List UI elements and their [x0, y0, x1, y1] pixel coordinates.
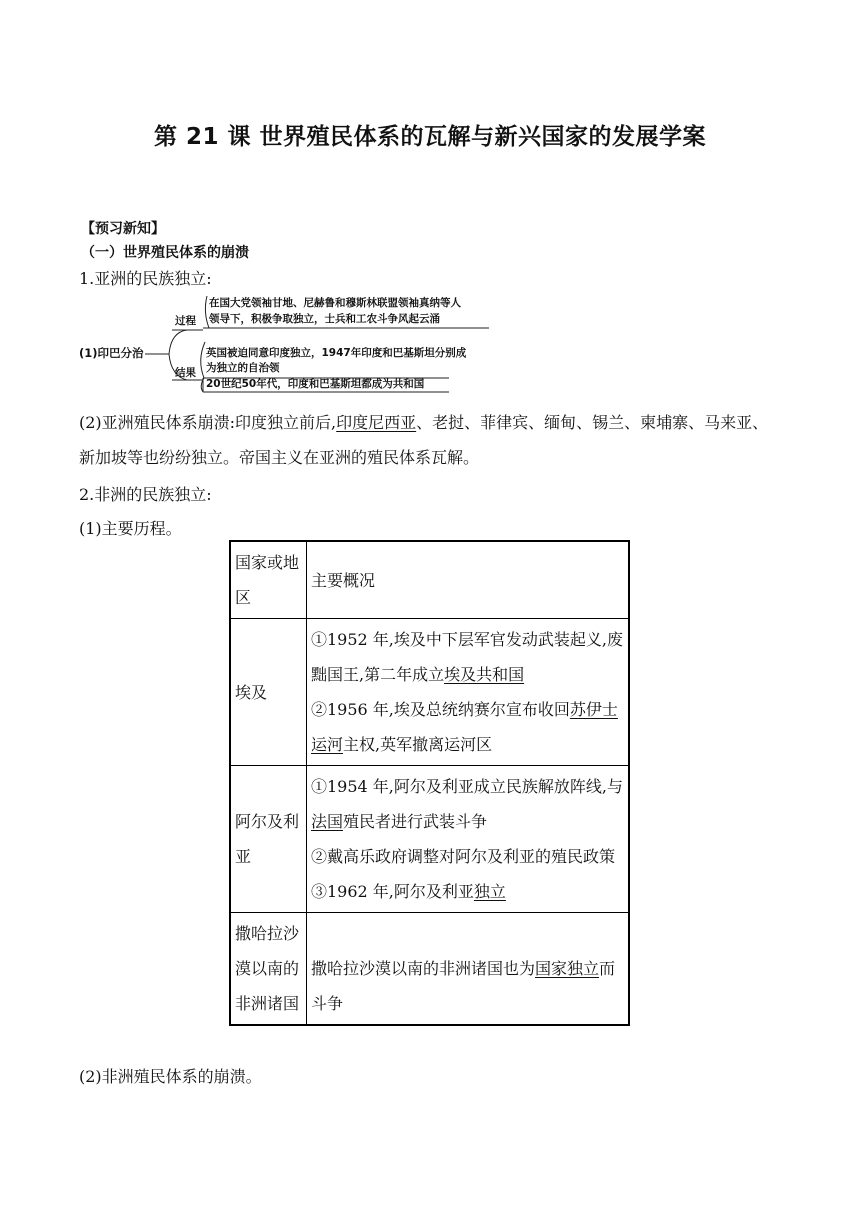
egypt-point-2: ②1956 年,埃及总统纳赛尔宣布收回	[311, 700, 570, 719]
sahara-point: 撒哈拉沙漠以南的非洲诸国也为	[311, 959, 536, 978]
table-cell-egypt-overview	[307, 619, 630, 766]
item-heading-asia: 1.亚洲的民族独立:	[79, 269, 212, 288]
egypt-point-2-end: 主权,英军撤离运河区	[343, 735, 493, 754]
table-row	[230, 541, 629, 619]
asia-text-before: (2)亚洲殖民体系崩溃:印度独立前后,	[79, 413, 337, 432]
table-row	[230, 913, 629, 1026]
algeria-answer-independence: 独立	[473, 882, 506, 901]
table-row	[230, 619, 629, 766]
table-row	[230, 766, 629, 913]
section-heading: 【预习新知】	[81, 221, 165, 237]
india-partition-diagram	[79, 290, 499, 400]
subsection-heading: （一）世界殖民体系的崩溃	[81, 245, 249, 261]
sahara-point-end: 而斗争	[311, 959, 616, 1013]
table-cell-algeria-overview	[307, 766, 630, 913]
diagram-branch-result: 结果	[175, 367, 196, 379]
table-cell-egypt: 埃及	[230, 619, 307, 766]
algeria-answer-france: 法国	[311, 812, 344, 831]
item-heading-main-process: (1)主要历程。	[79, 519, 182, 538]
algeria-point-1: ①1954 年,阿尔及利亚成立民族解放阵线,与	[311, 777, 623, 796]
diagram-result2: 20世纪50年代，印度和巴基斯坦都成为共和国	[206, 378, 425, 390]
asia-text-after: 、老挝、菲律宾、缅甸、锡兰、柬埔寨、马来亚、新加坡等也纷纷独立。帝国主义在亚洲的殖民体系瓦解。	[79, 413, 769, 467]
diagram-result1-line2: 为独立的自治领	[206, 362, 280, 374]
egypt-point-1: ①1952 年,埃及中下层军官发动武装起义,废黜国王,第二年成立	[311, 630, 623, 684]
table-cell-algeria: 阿尔及利亚	[230, 766, 307, 913]
algeria-point-1-end: 殖民者进行武装斗争	[343, 812, 488, 831]
diagram-process-line1: 在国大党领袖甘地、尼赫鲁和穆斯林联盟领袖真纳等人	[209, 297, 461, 309]
table-cell-sahara-overview	[307, 913, 630, 1026]
page-title: 第 21 课 世界殖民体系的瓦解与新兴国家的发展学案	[153, 124, 707, 150]
diagram-root: (1)印巴分治	[79, 346, 144, 360]
diagram-branch-process: 过程	[175, 315, 196, 327]
item-heading-africa-collapse: (2)非洲殖民体系的崩溃。	[79, 1067, 262, 1086]
table-cell-sahara: 撒哈拉沙漠以南的非洲诸国	[230, 913, 307, 1026]
diagram-result1-line1: 英国被迫同意印度独立，1947年印度和巴基斯坦分别成	[206, 347, 467, 359]
asia-collapse-paragraph	[79, 405, 784, 475]
africa-independence-table	[229, 540, 630, 1026]
sahara-answer-independence: 国家独立	[535, 959, 600, 978]
egypt-answer-suez: 苏伊士运河	[311, 700, 618, 754]
table-header-country: 国家或地区	[230, 541, 307, 619]
algeria-point-3: ③1962 年,阿尔及利亚	[311, 882, 474, 901]
asia-answer-indonesia: 印度尼西亚	[336, 413, 417, 432]
egypt-answer-republic: 埃及共和国	[444, 665, 525, 684]
item-heading-africa: 2.非洲的民族独立:	[79, 485, 212, 504]
table-header-overview: 主要概况	[307, 541, 630, 619]
algeria-point-2: ②戴高乐政府调整对阿尔及利亚的殖民政策	[311, 847, 616, 866]
diagram-process-line2: 领导下，积极争取独立，士兵和工农斗争风起云涌	[209, 313, 440, 325]
